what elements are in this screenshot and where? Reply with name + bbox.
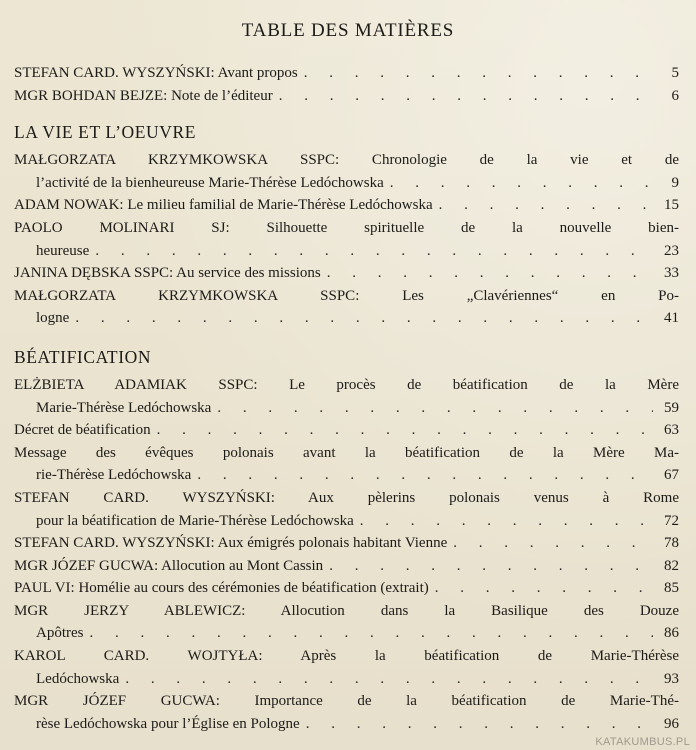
dot-leader (304, 62, 653, 85)
toc-entry-line (14, 690, 679, 713)
toc-entry-text: Ledóchowska (36, 670, 120, 687)
dot-leader (279, 85, 653, 108)
toc-entry-text: STEFAN CARD. WYSZYŃSKI: Avant propos (14, 65, 298, 81)
toc-entry-text: ELŻBIETA ADAMIAK SSPC: Le procès de béatification de la Mère (14, 376, 679, 393)
dot-leader (360, 510, 653, 533)
dot-leader (217, 397, 653, 420)
toc-entry (14, 194, 679, 217)
toc-entry-text: MGR BOHDAN BEJZE: Note de l’éditeur (14, 87, 273, 104)
page-number: 85 (664, 580, 679, 597)
toc-entry-line (14, 285, 679, 308)
dot-leader (390, 172, 653, 195)
toc-entry (14, 374, 679, 419)
toc-entry-text: heureuse (36, 242, 90, 259)
toc-entry-text: MGR JÓZEF GUCWA: Allocution au Mont Cassin (14, 557, 324, 574)
toc-entry (14, 85, 679, 108)
toc-entry (14, 419, 679, 442)
toc-entry-line (14, 600, 679, 623)
dot-leader (306, 713, 653, 736)
toc-entry-line (14, 713, 679, 736)
dot-leader (95, 240, 653, 263)
page-number: 86 (664, 625, 679, 642)
dot-leader (329, 555, 653, 578)
page-number: 63 (664, 422, 679, 439)
dot-leader (157, 419, 653, 442)
dot-leader (90, 622, 654, 645)
toc-entry (14, 532, 679, 555)
toc-entry-line (14, 622, 679, 645)
toc-entry (14, 149, 679, 194)
toc-entry-line (14, 487, 679, 510)
toc-entry-text: MAŁGORZATA KRZYMKOWSKA SSPC: Chronologie de la vie et de (14, 152, 679, 169)
toc-entry-line (14, 262, 679, 285)
toc-entry (14, 555, 679, 578)
toc-entry (14, 600, 679, 645)
section-heading: BÉATIFICATION (14, 346, 152, 367)
toc-entry (14, 690, 679, 735)
toc-entry-text: MAŁGORZATA KRZYMKOWSKA SSPC: Les „Clavériennes“ en Po- (14, 287, 679, 304)
toc-entry-line (14, 149, 679, 172)
page-number: 96 (664, 715, 679, 732)
toc-entry (14, 262, 679, 285)
page-number: 78 (664, 535, 679, 552)
toc-entry-line (14, 172, 679, 195)
page-number: 72 (664, 512, 679, 529)
front-matter-list (14, 62, 679, 107)
page-number: 5 (671, 65, 679, 81)
toc-entry-line (14, 217, 679, 240)
toc-entry (14, 285, 679, 330)
toc-entry-line (14, 194, 679, 217)
page-number: 67 (664, 467, 679, 484)
toc-entry-line (14, 240, 679, 263)
page-number: 15 (664, 197, 679, 214)
toc-entry-text: Apôtres (36, 625, 84, 642)
toc-entry-line (14, 419, 679, 442)
toc-entry-line (14, 374, 679, 397)
toc-entry (14, 217, 679, 262)
toc-entry-line (14, 555, 679, 578)
dot-leader (327, 262, 653, 285)
toc-entry-line (14, 307, 679, 330)
page-number: 9 (671, 174, 679, 191)
toc-entry (14, 62, 679, 85)
page-number: 59 (664, 399, 679, 416)
toc-entry-text: Message des évêques polonais avant la béatification de la Mère Ma- (14, 444, 679, 461)
toc-entry-text: STEFAN CARD. WYSZYŃSKI: Aux émigrés polonais habitant Vienne (14, 535, 448, 552)
table-of-contents (14, 62, 679, 735)
toc-entry-line (14, 645, 679, 668)
toc-entry-text: Marie-Thérèse Ledóchowska (36, 399, 212, 416)
toc-entry-text: JANINA DĘBSKA SSPC: Au service des missions (14, 265, 321, 282)
page-number: 23 (664, 242, 679, 259)
toc-entry (14, 442, 679, 487)
page-number: 41 (664, 310, 679, 327)
toc-entry-text: PAUL VI: Homélie au cours des cérémonies de béatification (extrait) (14, 580, 429, 597)
toc-entry-text: logne (36, 310, 70, 327)
toc-entry-text: PAOLO MOLINARI SJ: Silhouette spirituelle de la nouvelle bien- (14, 219, 679, 236)
page-number: 33 (664, 265, 679, 282)
dot-leader (125, 668, 653, 691)
toc-entry-line (14, 668, 679, 691)
page-title: TABLE DES MATIÈRES (241, 20, 455, 41)
page-number: 6 (671, 87, 679, 104)
dot-leader (453, 532, 653, 555)
toc-entry-line (14, 464, 679, 487)
toc-entry-line (14, 532, 679, 555)
toc-entry-text: KAROL CARD. WOJTYŁA: Après la béatification de Marie-Thérèse (14, 648, 679, 665)
toc-entry-line (14, 577, 679, 600)
toc-entry (14, 577, 679, 600)
dot-leader (439, 194, 653, 217)
toc-entry-line (14, 62, 679, 85)
toc-entry-line (14, 397, 679, 420)
toc-entry-line (14, 85, 679, 108)
section-heading: LA VIE ET L’OEUVRE (14, 122, 197, 143)
toc-entry-line (14, 510, 679, 533)
toc-entry-text: rèse Ledóchowska pour l’Église en Pologne (36, 715, 300, 732)
toc-entry-text: pour la béatification de Marie-Thérèse Ledóchowska (36, 512, 354, 529)
toc-entry-line (14, 442, 679, 465)
dot-leader (197, 464, 653, 487)
sections-container (14, 121, 679, 735)
dot-leader (75, 307, 653, 330)
page-number: 93 (664, 670, 679, 687)
toc-entry-text: Décret de béatification (14, 422, 151, 439)
toc-entry-text: rie-Thérèse Ledóchowska (36, 467, 192, 484)
toc-entry-text: ADAM NOWAK: Le milieu familial de Marie-Thérèse Ledóchowska (14, 197, 433, 214)
toc-entry-text: l’activité de la bienheureuse Marie-Thérèse Ledóchowska (36, 174, 384, 191)
toc-entry (14, 487, 679, 532)
page-number: 82 (664, 557, 679, 574)
toc-entry-text: STEFAN CARD. WYSZYŃSKI: Aux pèlerins polonais venus à Rome (14, 489, 679, 506)
watermark: KATAKUMBUS.PL (595, 736, 690, 748)
toc-entry-text: MGR JERZY ABLEWICZ: Allocution dans la Basilique des Douze (14, 602, 679, 619)
dot-leader (435, 577, 653, 600)
toc-entry-text: MGR JÓZEF GUCWA: Importance de la béatification de Marie-Thé- (14, 693, 679, 710)
toc-entry (14, 645, 679, 690)
